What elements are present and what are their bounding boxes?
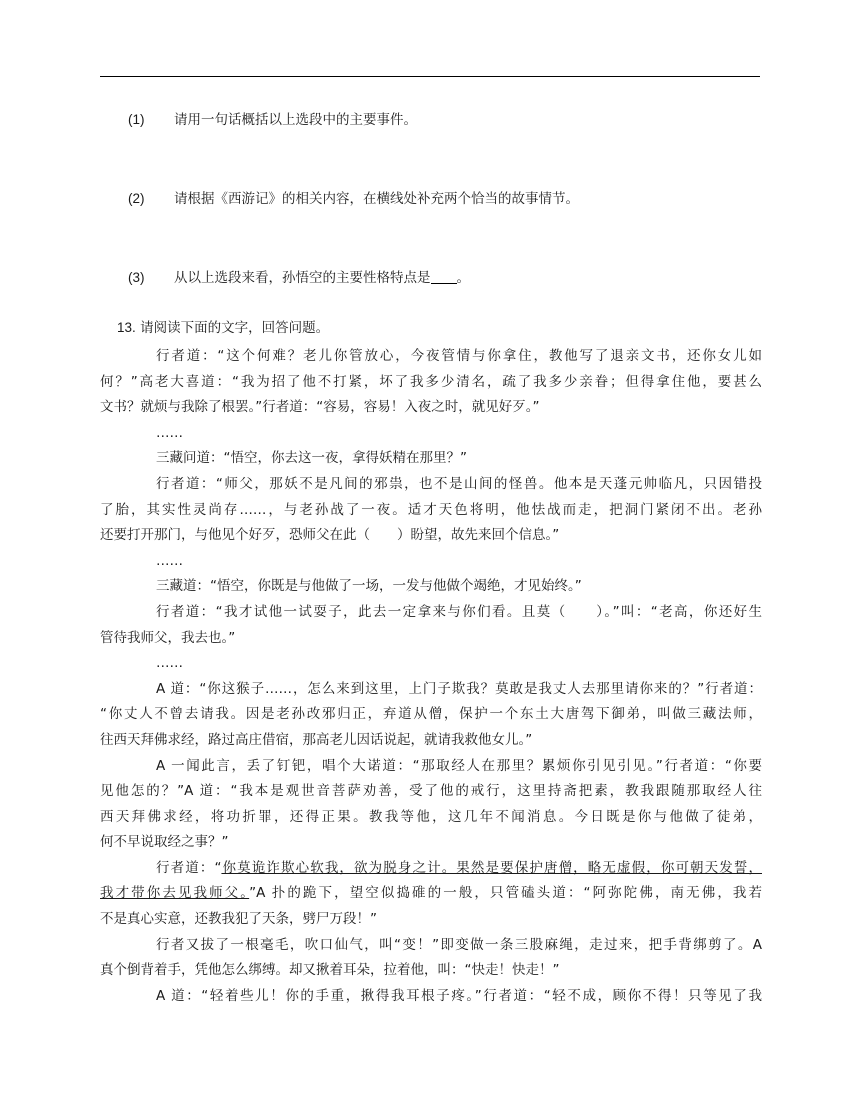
passage-line: 行者又拔了一根毫毛，吹口仙气，叫“变！”即变做一条三股麻绳，走过来，把手背绑剪了。A bbox=[156, 936, 762, 953]
question-2 bbox=[128, 189, 579, 209]
passage-line bbox=[100, 881, 762, 907]
passage-line: A 道：“你这猴子……，怎么来到这里，上门子欺我？莫敢是我丈人去那里请你来的？”行者道： bbox=[156, 680, 762, 697]
paragraph bbox=[128, 574, 762, 600]
passage-line: 文书？就烦与我除了根罢。”行者道：“容易，容易！入夜之时，就见好歹。” bbox=[100, 399, 540, 416]
paragraph bbox=[100, 754, 762, 856]
question-prompt: 请阅读下面的文字，回答问题。 bbox=[140, 320, 330, 336]
passage-line: A 道：“轻着些儿！你的手重，揪得我耳根子疼。”行者道：“轻不成，顾你不得！只等见了我 bbox=[156, 987, 762, 1004]
ellipsis: …… bbox=[156, 424, 183, 441]
passage-line: 何不早说取经之事？” bbox=[100, 834, 229, 851]
question-text: 请用一句话概括以上选段中的主要事件。 bbox=[174, 112, 417, 128]
paragraph bbox=[100, 933, 762, 984]
passage-line: 还要打开那门，与他见个好歹，恐师父在此（ ）盼望，故先来回个信息。” bbox=[100, 527, 560, 544]
passage-line: 往西天拜佛求经，路过高庄借宿，那高老儿因话说起，就请我救他女儿。” bbox=[100, 731, 533, 748]
paragraph bbox=[100, 472, 762, 549]
question-3 bbox=[128, 268, 470, 288]
passage-line: 管待我师父，我去也。” bbox=[100, 629, 236, 646]
passage-line: 真个倒背着手，凭他怎么绑缚。却又揪着耳朵，拉着他，叫：“快走！快走！” bbox=[100, 962, 560, 979]
paragraph bbox=[100, 600, 762, 651]
passage-line: 西天拜佛求经，将功折罪，还得正果。教我等他，这几年不闻消息。今日既是你与他做了徒弟， bbox=[100, 808, 762, 825]
question-text: 从以上选段来看，孙悟空的主要性格特点是 bbox=[174, 270, 431, 286]
ellipsis: …… bbox=[156, 655, 183, 672]
paragraph bbox=[128, 984, 762, 1010]
question-number: (2) bbox=[128, 191, 145, 206]
question-13-heading bbox=[117, 318, 329, 338]
header-rule bbox=[100, 76, 760, 77]
question-number: (1) bbox=[128, 112, 145, 127]
passage-text: ”A 扑的跪下，望空似捣碓的一般，只管磕头道：“阿弥陀佛，南无佛，我若 bbox=[249, 885, 762, 902]
passage-line: “你丈人不曾去请我。因是老孙改邪归正，弃道从僧，保护一个东土大唐驾下御弟，叫做三藏法师， bbox=[100, 706, 762, 723]
answer-blank[interactable] bbox=[431, 269, 457, 284]
passage-line: 见他怎的？”A 道：“我本是观世音菩萨劝善，受了他的戒行，这里持斋把素，教我跟随那取经人往 bbox=[100, 783, 762, 800]
passage-line: 三藏道：“悟空，你既是与他做了一场，一发与他做个竭绝，才见始终。” bbox=[156, 578, 582, 595]
underlined-sentence: 你莫诡诈欺心软我，欲为脱身之计。果然是要保护唐僧，略无虚假，你可朝天发誓， bbox=[221, 859, 762, 876]
paragraph bbox=[128, 446, 762, 472]
passage-line: 行者道：“我才试他一试耍子，此去一定拿来与你们看。且莫（ ）。”叫：“老高，你还好生 bbox=[156, 603, 762, 620]
passage-line: 三藏问道：“悟空，你去这一夜，拿得妖精在那里？” bbox=[156, 450, 467, 467]
paragraph bbox=[100, 677, 762, 754]
speaker-text: 行者道：“ bbox=[156, 859, 222, 876]
reading-passage bbox=[100, 344, 762, 1009]
question-text-end: 。 bbox=[456, 270, 470, 286]
paragraph bbox=[100, 856, 762, 933]
passage-line bbox=[128, 856, 762, 882]
question-text: 请根据《西游记》的相关内容，在横线处补充两个恰当的故事情节。 bbox=[174, 191, 579, 207]
question-number: (3) bbox=[128, 270, 145, 285]
passage-line: 了胎，其实性灵尚存……，与老孙战了一夜。适才天色将明，他怯战而走，把洞门紧闭不出。老孙 bbox=[100, 501, 762, 518]
ellipsis: …… bbox=[156, 552, 183, 569]
passage-line: 不是真心实意，还教我犯了天条，劈尸万段！” bbox=[100, 911, 377, 928]
passage-line: A 一闻此言，丢了钉钯，唱个大诺道：“那取经人在那里？累烦你引见引见。”行者道：“你要 bbox=[156, 757, 762, 774]
underlined-sentence: 我才带你去见我师父。 bbox=[100, 885, 250, 902]
question-1 bbox=[128, 110, 417, 130]
question-number: 13. bbox=[117, 320, 136, 335]
passage-line: 行者道：“师父，那妖不是凡间的邪祟，也不是山间的怪兽。他本是天蓬元帅临凡，只因错投 bbox=[156, 475, 762, 492]
paragraph bbox=[100, 344, 762, 421]
passage-line: 何？”高老大喜道：“我为招了他不打紧，坏了我多少清名，疏了我多少亲眷；但得拿住他，要甚么 bbox=[100, 373, 762, 390]
passage-line: 行者道：“这个何难？老儿你管放心，今夜管情与你拿住，教他写了退亲文书，还你女儿如 bbox=[156, 348, 762, 364]
